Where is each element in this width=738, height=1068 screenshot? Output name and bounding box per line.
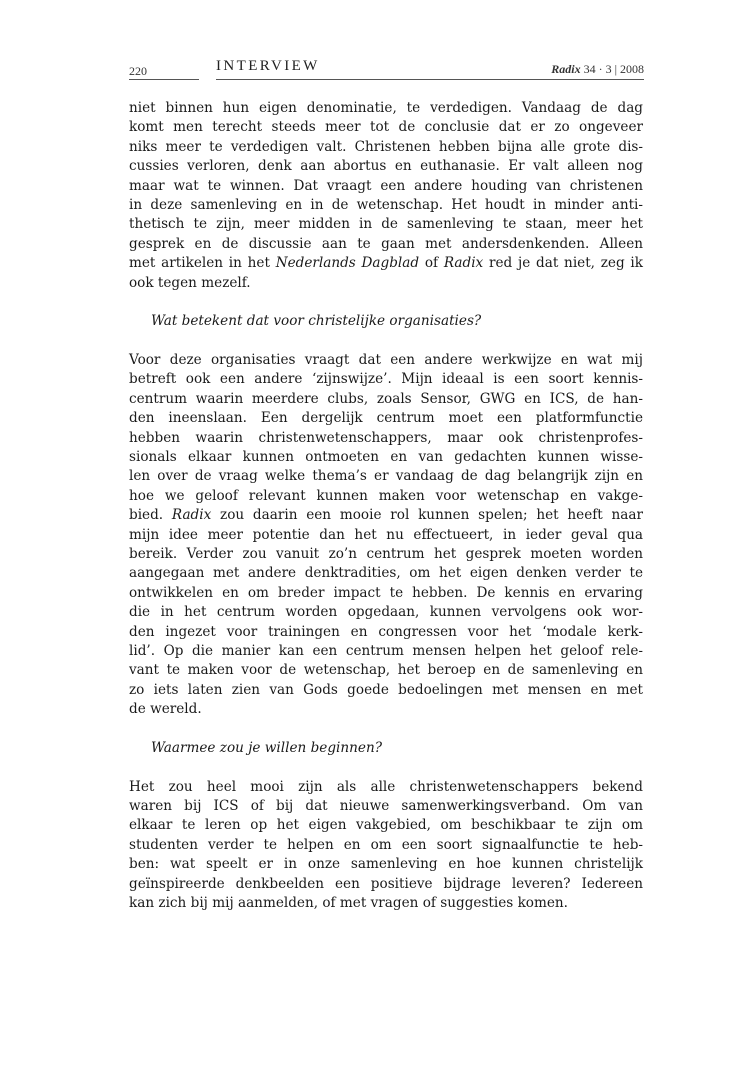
italic-title: Radix (171, 507, 212, 524)
text-line: ontwikkelen en om breder impact te hebben. De kennis en ervaring (129, 584, 643, 601)
text-line: hebben waarin christenwetenschappers, maar ook christenprofes- (129, 429, 643, 446)
text-line: hoe we geloof relevant kunnen maken voor wetenschap en vakge- (129, 487, 643, 504)
text-line: len over de vraag welke thema’s er vandaag de dag belangrijk zijn en (129, 468, 643, 485)
text-line: centrum waarin meerdere clubs, zoals Sensor, GWG en ICS, de han- (129, 390, 643, 407)
text-line: bied. Radix zou daarin een mooie rol kunnen spelen; het heeft naar (129, 507, 643, 524)
interview-question: Waarmee zou je willen beginnen? (151, 739, 382, 756)
italic-title: Nederlands Dagblad (275, 255, 420, 272)
text-line: elkaar te leren op het eigen vakgebied, om beschikbaar te zijn om (129, 817, 643, 834)
text-line: aangegaan met andere denktradities, om het eigen denken verder te (129, 565, 643, 582)
text-line: geïnspireerde denkbeelden een positieve bijdrage leveren? Iedereen (129, 875, 643, 892)
text-line: maar wat te winnen. Dat vraagt een andere houding van christenen (129, 177, 643, 194)
journal-name: Radix (551, 62, 581, 76)
text-line: niks meer te verdedigen valt. Christenen hebben bijna alle grote dis- (129, 138, 643, 155)
text-line: Voor deze organisaties vraagt dat een andere werkwijze en wat mij (129, 352, 643, 369)
text-line: vant te maken voor de wetenschap, het beroep en de samenleving en (129, 662, 643, 679)
paragraph-gap (129, 758, 643, 777)
text-line: in deze samenleving en in de wetenschap. Het houdt in minder anti- (129, 196, 643, 213)
text-line: den ingezet voor trainingen en congressen voor het ‘modale kerk- (129, 623, 643, 640)
text-line: kan zich bij mij aanmelden, of met vragen of suggesties komen. (129, 895, 569, 912)
section-title: INTERVIEW (216, 58, 320, 74)
header-rule-right (216, 79, 644, 80)
text-line: de wereld. (129, 701, 202, 718)
text-line: thetisch te zijn, meer midden in de samenleving te staan, meer het (129, 216, 643, 233)
text-line: die in het centrum worden opgedaan, kunnen vervolgens ook wor- (129, 604, 643, 621)
text-line: met artikelen in het Nederlands Dagblad of Radix red je dat niet, zeg ik (129, 255, 644, 272)
text-line: komt men terecht steeds meer tot de conclusie dat er zo ongeveer (129, 119, 643, 136)
paragraph-gap (129, 293, 643, 312)
text-line: zo iets laten zien van Gods goede bedoelingen met mensen en met (129, 681, 643, 698)
header-rule-left (129, 79, 199, 80)
text-line: den ineenslaan. Een dergelijk centrum moet een platformfunctie (129, 410, 643, 427)
paragraph-gap (129, 720, 643, 739)
article-body (129, 99, 643, 913)
text-line: cussies verloren, denk aan abortus en euthanasie. Er valt alleen nog (129, 158, 643, 175)
italic-title: Radix (443, 255, 484, 272)
text-line: lid’. Op die manier kan een centrum mensen helpen het geloof rele- (129, 642, 643, 659)
paragraph-gap (129, 332, 643, 351)
text-line: mijn idee meer potentie dan het nu effectueert, in ieder geval qua (129, 526, 643, 543)
text-line: gesprek en de discussie aan te gaan met andersdenkenden. Alleen (129, 235, 643, 252)
text-line: ook tegen mezelf. (129, 274, 251, 291)
text-line: Het zou heel mooi zijn als alle christenwetenschappers bekend (129, 778, 643, 795)
text-line: sionals elkaar kunnen ontmoeten en van gedachten kunnen wisse- (129, 449, 643, 466)
journal-reference (551, 62, 644, 77)
interview-question: Wat betekent dat voor christelijke organisaties? (151, 313, 482, 330)
text-line: niet binnen hun eigen denominatie, te verdedigen. Vandaag de dag (129, 100, 643, 116)
text-line: waren bij ICS of bij dat nieuwe samenwerkingsverband. Om van (129, 798, 643, 815)
text-line: ben: wat speelt er in onze samenleving en hoe kunnen christelijk (129, 856, 643, 873)
text-line: betreft ook een andere ‘zijnswijze’. Mijn ideaal is een soort kennis- (129, 371, 643, 388)
page-number: 220 (129, 64, 147, 78)
text-line: studenten verder te helpen en om een soort signaalfunctie te heb- (129, 836, 643, 853)
text-line: bereik. Verder zou vanuit zo’n centrum het gesprek moeten worden (129, 545, 643, 562)
journal-issue: 34 · 3 | 2008 (583, 62, 644, 76)
